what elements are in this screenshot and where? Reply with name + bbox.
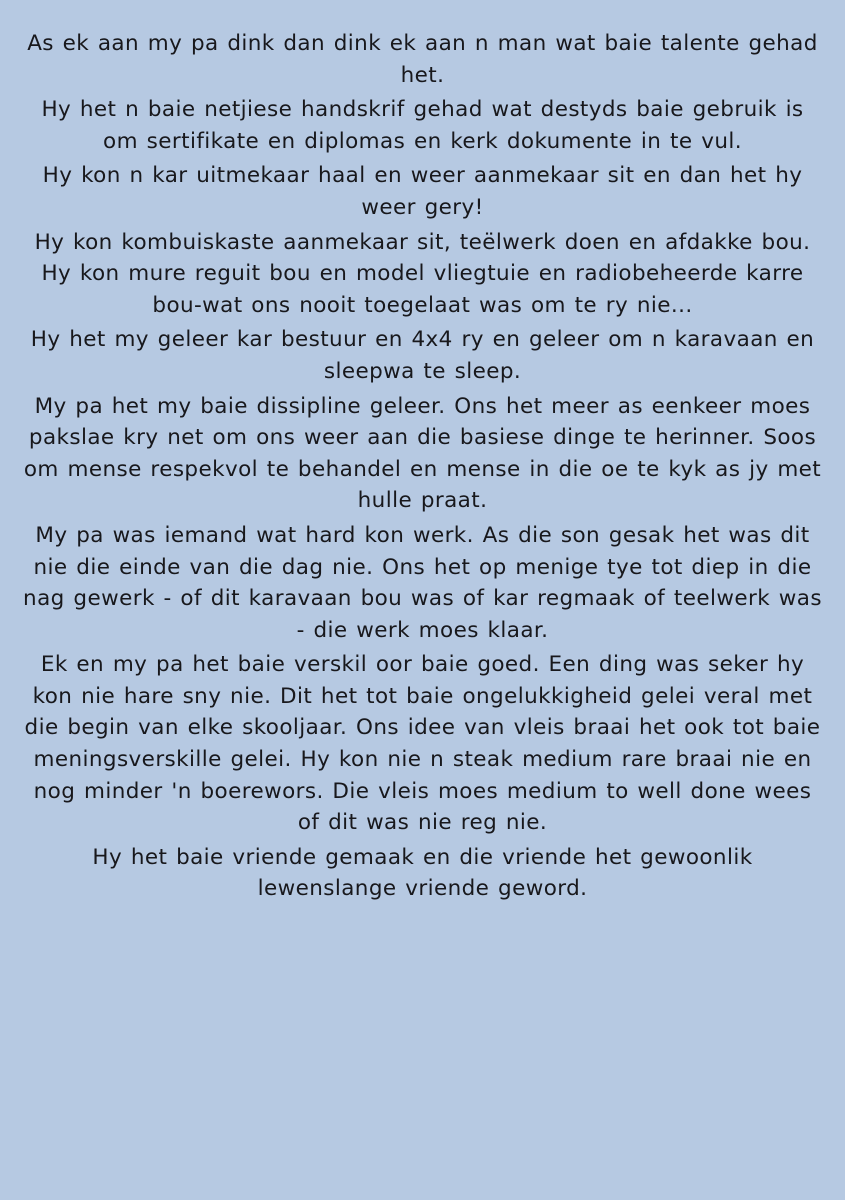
paragraph: My pa was iemand wat hard kon werk. As die son gesak het was dit nie die einde van die dag nie. Ons het op menige tye tot diep in die nag gewerk - of dit karavaan bou was of kar regmaak of teelwerk was - die werk moes klaar. <box>23 522 822 643</box>
paragraph: Hy kon kombuiskaste aanmekaar sit, teëlwerk doen en afdakke bou. Hy kon mure reguit bou en model vliegtuie en radiobeheerde karre bou-wat ons nooit toegelaat was om te ry nie... <box>34 229 811 318</box>
paragraph: My pa het my baie dissipline geleer. Ons het meer as eenkeer moes pakslae kry net om ons weer aan die basiese dinge te herinner. Soos om mense respekvol te behandel en mense in die oe te kyk as jy met hulle praat. <box>23 393 822 514</box>
paragraph: Hy het baie vriende gemaak en die vriende het gewoonlik lewenslange vriende geword. <box>92 844 753 902</box>
paragraph: As ek aan my pa dink dan dink ek aan n man wat baie talente gehad het. <box>27 31 818 88</box>
paragraph: Hy het n baie netjiese handskrif gehad wat destyds baie gebruik is om sertifikate en diplomas en kerk dokumente in te vul. <box>41 97 804 154</box>
paragraph: Hy kon n kar uitmekaar haal en weer aanmekaar sit en dan het hy weer gery! <box>42 163 803 220</box>
paragraph: Hy het my geleer kar bestuur en 4x4 ry en geleer om n karavaan en sleepwa te sleep. <box>30 327 815 384</box>
paragraph: Ek en my pa het baie verskil oor baie goed. Een ding was seker hy kon nie hare sny nie. Dit het tot baie ongelukkigheid gelei veral met die begin van elke skooljaar. Ons idee van vleis braai het ook tot baie meningsverskille gelei. Hy kon nie n steak medium rare braai nie en nog minder 'n boerewors. Die vleis moes medium to well done wees of dit was nie reg nie. <box>24 652 821 836</box>
